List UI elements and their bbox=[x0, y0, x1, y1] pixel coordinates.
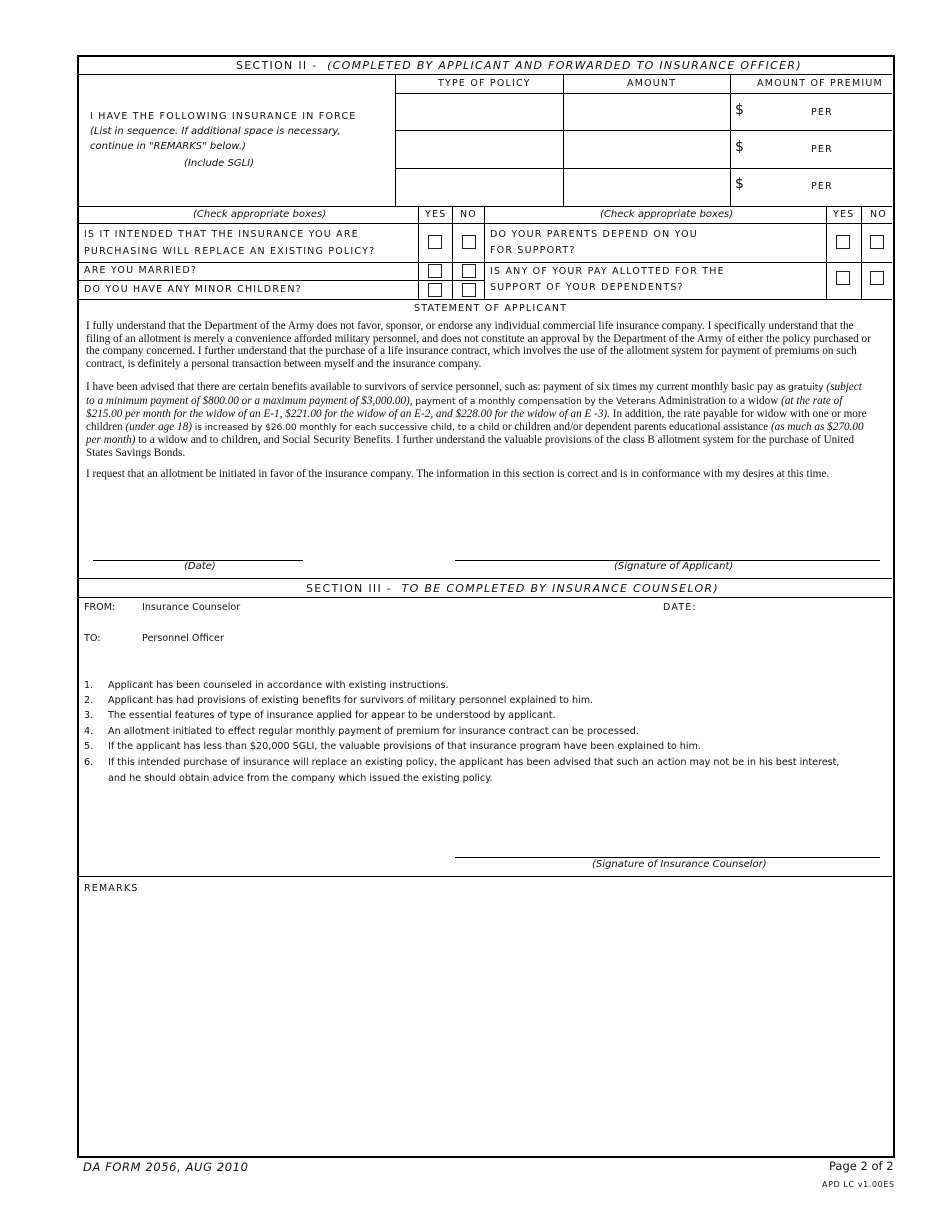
policy-type-field-3[interactable] bbox=[397, 170, 562, 205]
divider bbox=[395, 75, 396, 206]
para2-text: In addition, the rate payable for widow with one or more children bbox=[86, 408, 867, 433]
statement-paragraph-2 bbox=[86, 381, 872, 459]
question-minor-children: DO YOU HAVE ANY MINOR CHILDREN? bbox=[84, 284, 302, 295]
para2-text: (subject to a minimum payment of $800.00 or a maximum payment of $3,000.00), bbox=[86, 381, 862, 407]
check-header-left: (Check appropriate boxes) bbox=[193, 209, 327, 220]
counselor-signature-caption: (Signature of Insurance Counselor) bbox=[592, 859, 767, 870]
policy-type-field-2[interactable] bbox=[397, 132, 562, 167]
list-item: If the applicant has less than $20,000 SGLI, the valuable provisions of that insurance program have been explained to him. bbox=[108, 741, 701, 752]
list-item: Applicant has had provisions of existing benefits for survivors of military personnel explained to him. bbox=[108, 695, 594, 706]
premium-per-label: PER bbox=[811, 181, 833, 192]
premium-dollar-sign: $ bbox=[735, 176, 744, 192]
yes-header-right: YES bbox=[833, 209, 855, 220]
divider bbox=[78, 223, 892, 224]
list-item: If this intended purchase of insurance will replace an existing policy, the applicant has been advised that such an action may not be in his best interest, bbox=[108, 757, 840, 768]
remarks-field[interactable] bbox=[80, 898, 890, 1152]
list-item: Applicant has been counseled in accordance with existing instructions. bbox=[108, 680, 449, 691]
applicant-signature-caption: (Signature of Applicant) bbox=[614, 561, 734, 572]
policy-amount-field-1[interactable] bbox=[565, 95, 729, 129]
question-pay-allotted: IS ANY OF YOUR PAY ALLOTTED FOR THE bbox=[490, 266, 725, 277]
divider bbox=[452, 207, 453, 299]
item-number: 4. bbox=[84, 726, 94, 737]
list-item: An allotment initiated to effect regular monthly payment of premium for insurance contract can be processed. bbox=[108, 726, 639, 737]
divider bbox=[396, 130, 892, 131]
counselor-signature-line[interactable] bbox=[455, 857, 880, 858]
item-number: 5. bbox=[84, 741, 94, 752]
col-amount: AMOUNT bbox=[627, 78, 677, 89]
married-no-checkbox[interactable] bbox=[462, 264, 476, 278]
para2-text: (as much as $270.00 per month) bbox=[86, 420, 864, 446]
question-parents-depend: FOR SUPPORT? bbox=[490, 245, 576, 256]
item-number: 3. bbox=[84, 710, 94, 721]
from-value: Insurance Counselor bbox=[142, 602, 241, 613]
divider bbox=[418, 207, 419, 299]
allotted-yes-checkbox[interactable] bbox=[836, 271, 850, 285]
insurance-label: I HAVE THE FOLLOWING INSURANCE IN FORCE bbox=[90, 111, 357, 122]
parents-no-checkbox[interactable] bbox=[870, 235, 884, 249]
para2-text: Administration to a bbox=[658, 394, 746, 407]
divider bbox=[78, 280, 485, 281]
divider bbox=[78, 206, 892, 207]
policy-amount-field-2[interactable] bbox=[565, 132, 729, 167]
policy-amount-field-3[interactable] bbox=[565, 170, 729, 205]
section3-title-suffix: TO BE COMPLETED BY INSURANCE COUNSELOR) bbox=[401, 582, 719, 595]
yes-header-left: YES bbox=[425, 209, 447, 220]
divider bbox=[78, 597, 892, 598]
col-amount-of-premium: AMOUNT OF PREMIUM bbox=[757, 78, 883, 89]
date-caption: (Date) bbox=[184, 561, 216, 572]
statement-paragraph-3: I request that an allotment be initiated in favor of the insurance company. The information in this section is correct and is in conformance with my desires at this time. bbox=[86, 468, 830, 480]
insurance-note: (Include SGLI) bbox=[184, 158, 254, 169]
date-label: DATE: bbox=[663, 602, 697, 613]
no-header-right: NO bbox=[870, 209, 887, 220]
col-type-of-policy: TYPE OF POLICY bbox=[438, 78, 531, 89]
divider bbox=[826, 207, 827, 299]
form-id: DA FORM 2056, AUG 2010 bbox=[83, 1160, 249, 1174]
section3-title bbox=[306, 583, 719, 594]
divider bbox=[396, 93, 892, 94]
list-item: The essential features of type of insurance applied for appear to be understood by applicant. bbox=[108, 710, 556, 721]
divider bbox=[78, 262, 892, 263]
divider bbox=[78, 876, 892, 877]
item-number: 6. bbox=[84, 757, 94, 768]
policy-type-field-1[interactable] bbox=[397, 95, 562, 129]
children-no-checkbox[interactable] bbox=[462, 283, 476, 297]
section2-title-suffix: (COMPLETED BY APPLICANT AND FORWARDED TO INSURANCE OFFICER) bbox=[327, 59, 802, 72]
question-parents-depend: DO YOUR PARENTS DEPEND ON YOU bbox=[490, 229, 698, 240]
premium-per-label: PER bbox=[811, 144, 833, 155]
para2-text: is increased by $26.00 monthly for each successive child, to a child bbox=[194, 422, 500, 433]
children-yes-checkbox[interactable] bbox=[428, 283, 442, 297]
parents-yes-checkbox[interactable] bbox=[836, 235, 850, 249]
question-married: ARE YOU MARRIED? bbox=[84, 265, 198, 276]
section3-title-prefix: SECTION III - bbox=[306, 582, 393, 595]
premium-field-1[interactable] bbox=[748, 97, 808, 127]
para2-text: I have been advised that there are certain benefits available to survivors of service personnel, such as: payment of six times my current monthly basic pay as bbox=[86, 381, 786, 393]
divider bbox=[78, 578, 892, 579]
to-value: Personnel Officer bbox=[142, 633, 224, 644]
divider bbox=[78, 299, 892, 300]
question-replace-policy: IS IT INTENDED THAT THE INSURANCE YOU ARE bbox=[84, 229, 359, 240]
statement-title: STATEMENT OF APPLICANT bbox=[414, 303, 568, 314]
allotted-no-checkbox[interactable] bbox=[870, 271, 884, 285]
section2-title-prefix: SECTION II - bbox=[236, 59, 318, 72]
divider bbox=[563, 75, 564, 206]
para2-text: (at the rate of $215.00 per month for the widow of an E-1, $221.00 for the widow of an E-2, and $228.00 for the widow of an E -3). bbox=[86, 394, 843, 420]
check-header-right: (Check appropriate boxes) bbox=[600, 209, 734, 220]
premium-per-label: PER bbox=[811, 107, 833, 118]
premium-field-3[interactable] bbox=[748, 172, 808, 202]
para2-text: or children and/or dependent parents educational assistance bbox=[502, 420, 769, 433]
question-pay-allotted: SUPPORT OF YOUR DEPENDENTS? bbox=[490, 282, 684, 293]
para2-text: (under age 18) bbox=[125, 420, 192, 433]
married-yes-checkbox[interactable] bbox=[428, 264, 442, 278]
remarks-label: REMARKS bbox=[84, 883, 139, 894]
question-replace-policy: PURCHASING WILL REPLACE AN EXISTING POLICY? bbox=[84, 246, 376, 257]
premium-field-2[interactable] bbox=[748, 134, 808, 164]
divider bbox=[396, 168, 892, 169]
replace-policy-no-checkbox[interactable] bbox=[462, 235, 476, 249]
para2-text: to a widow and to children, and Social Security Benefits. I further understand the valuable provisions of the class B allotment system for the purchase of United States Savings Bonds. bbox=[86, 434, 855, 459]
para2-text: widow bbox=[747, 394, 779, 407]
para2-text: payment of a monthly compensation by the Veterans bbox=[415, 396, 656, 407]
divider bbox=[861, 207, 862, 299]
divider bbox=[78, 74, 892, 75]
date-field[interactable] bbox=[700, 600, 880, 616]
insurance-note: (List in sequence. If additional space is necessary, bbox=[90, 126, 341, 137]
to-label: TO: bbox=[84, 633, 101, 644]
divider bbox=[484, 207, 485, 299]
list-item-continuation: and he should obtain advice from the company which issued the existing policy. bbox=[108, 773, 493, 784]
statement-paragraph-1: I fully understand that the Department of the Army does not favor, sponsor, or endorse any individual commercial life insurance company. I specifically understand that the filing of an allotment is merely a convenience afforded military personnel, and does not constitute an approval by the Department of the Army of either the policy purchased or the company concerned. I further understand that the purchase of a life insurance contract, which involves the use of the allotment system for payment of premiums on such contract, is definitely a personal transaction between myself and the insurance company. bbox=[86, 320, 871, 370]
premium-dollar-sign: $ bbox=[735, 102, 744, 118]
divider bbox=[730, 75, 731, 206]
replace-policy-yes-checkbox[interactable] bbox=[428, 235, 442, 249]
para2-text: gratuity bbox=[788, 383, 824, 393]
item-number: 1. bbox=[84, 680, 94, 691]
version-label: APD LC v1.00ES bbox=[822, 1180, 895, 1189]
no-header-left: NO bbox=[460, 209, 477, 220]
from-label: FROM: bbox=[84, 602, 116, 613]
premium-dollar-sign: $ bbox=[735, 139, 744, 155]
item-number: 2. bbox=[84, 695, 94, 706]
section2-title bbox=[236, 60, 802, 71]
insurance-note: continue in "REMARKS" below.) bbox=[90, 141, 246, 152]
page-number: Page 2 of 2 bbox=[829, 1159, 894, 1173]
